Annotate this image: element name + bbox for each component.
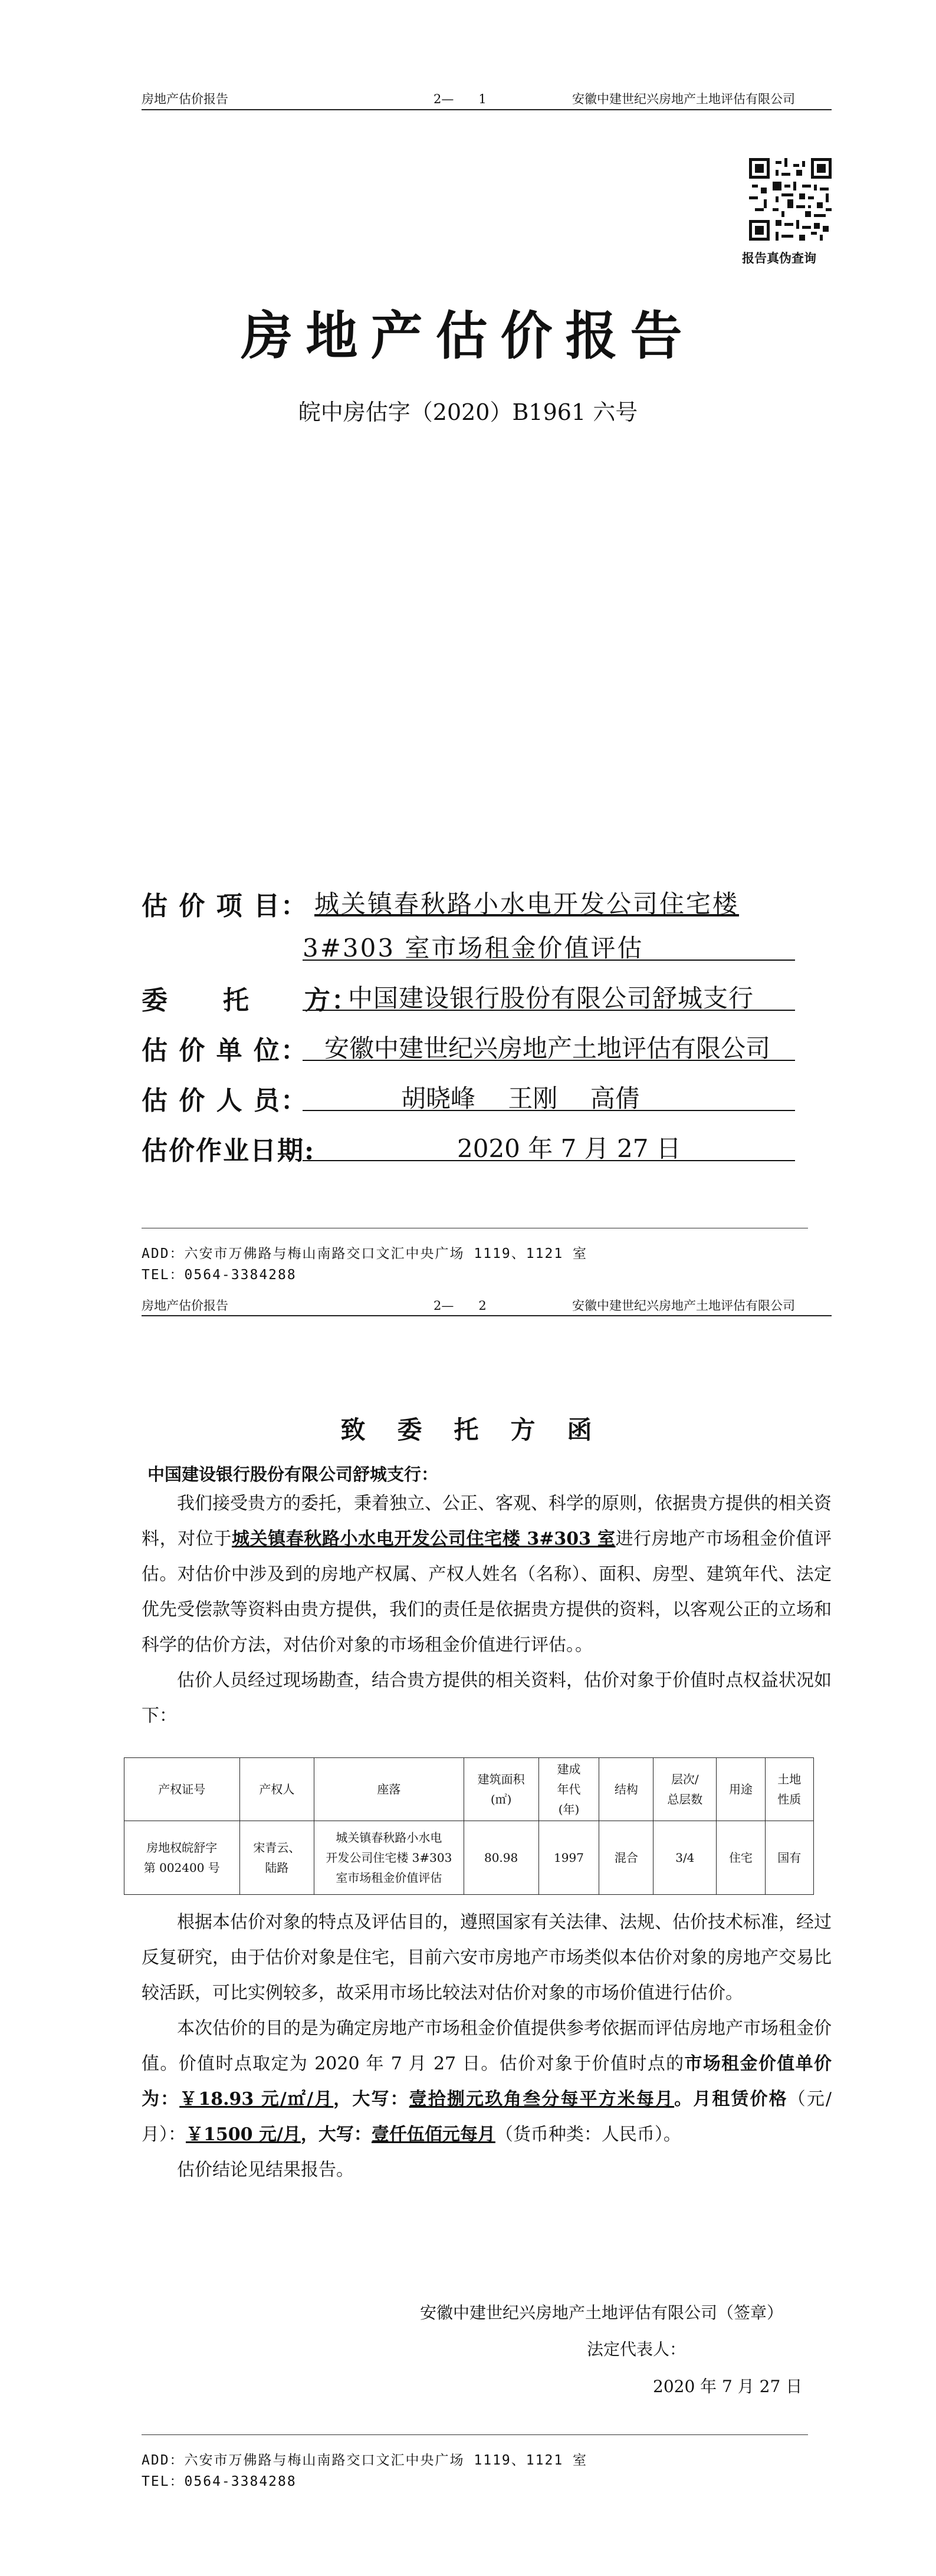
cell-owner: 宋青云、 陆路 <box>239 1821 314 1895</box>
cell-area: 80.98 <box>464 1821 538 1895</box>
table-header-row <box>124 1758 814 1821</box>
header-left: 房地产估价报告 <box>142 1299 228 1313</box>
th-use: 用途 <box>717 1758 765 1821</box>
footer-address: ADD：六安市万佛路与梅山南路交口文汇中央广场 1119、1121 室 <box>142 2453 588 2468</box>
header-rule <box>142 1315 832 1316</box>
th-land-nature: 土地 性质 <box>765 1758 813 1821</box>
client-label: 委 托 方： <box>142 985 359 1016</box>
project-label: 估 价 项 目： <box>142 891 308 921</box>
p4-monthly-rent-words: 壹仟伍佰元每月 <box>371 2124 495 2145</box>
project-underline <box>303 960 795 961</box>
p1-property-address: 城关镇春秋路小水电开发公司住宅楼 3#303 室 <box>231 1529 616 1549</box>
project-value-line1: 城关镇春秋路小水电开发公司住宅楼 <box>314 889 740 918</box>
letter-title: 致 委 托 方 函 <box>340 1415 596 1444</box>
appraiser-unit-underline <box>303 1060 795 1061</box>
p4-rent-label: 市场租金价值单价为： <box>142 2053 832 2110</box>
p2-text: 估价人员经过现场勘查，结合贵方提供的相关资料，估价对象于价值时点权益状况如下： <box>142 1670 832 1726</box>
th-structure: 结构 <box>599 1758 653 1821</box>
footer-rule <box>142 2434 808 2435</box>
th-year: 建成 年代 (年) <box>538 1758 599 1821</box>
th-floor: 层次/ 总层数 <box>653 1758 717 1821</box>
p4-currency: （货币种类：人民币）。 <box>495 2124 681 2145</box>
th-cert-no: 产权证号 <box>124 1758 240 1821</box>
appraisers-underline <box>303 1110 795 1111</box>
letter-body-1 <box>142 1486 832 1734</box>
project-value-line2: 3#303 室市场租金价值评估 <box>303 934 644 962</box>
cell-structure: 混合 <box>599 1821 653 1895</box>
p3-text: 根据本估价对象的特点及评估目的，遵照国家有关法律、法规、估价技术标准，经过反复研究，由于估价对象是住宅，目前六安市房地产市场类似本估价对象的房地产交易比较活跃，可比实例较多，故采用市场比较法对估价对象的市场价值进行估价。 <box>142 1912 832 2003</box>
header-left: 房地产估价报告 <box>142 92 228 106</box>
qr-caption: 报告真伪查询 <box>742 251 816 265</box>
report-number: 皖中房估字（2020）B1961 六号 <box>298 399 638 425</box>
header-rule <box>142 109 832 110</box>
p1-text-a: 我们接受贵方的委托，秉着独立、公正、客观、科学的原则，依据贵方提供的相关资料，对位于 <box>142 1493 832 1549</box>
cell-use: 住宅 <box>717 1821 765 1895</box>
p4-text-a: 本次估价的目的是为确定房地产市场租金价值提供参考依据而评估房地产市场租金价值。价值时点取定为 2020 年 7 月 27 日。估价对象于价值时点的 <box>142 2018 832 2074</box>
th-area: 建筑面积 (㎡) <box>464 1758 538 1821</box>
client-value: 中国建设银行股份有限公司舒城支行 <box>348 984 754 1013</box>
p4-unit-rent-words: 壹拾捌元玖角叁分每平方米每月 <box>409 2089 675 2110</box>
p5-text: 估价结论见结果报告。 <box>177 2160 354 2180</box>
p4-daxie-1: ，大写： <box>333 2089 409 2110</box>
th-location: 座落 <box>314 1758 464 1821</box>
p4-daxie-2: ，大写： <box>300 2124 372 2145</box>
letter-body-2 <box>142 1905 832 2188</box>
p4-monthly-unit: （元/月）： <box>142 2089 832 2145</box>
header-page-number: 2— 2 <box>433 1299 487 1313</box>
addressee: 中国建设银行股份有限公司舒城支行： <box>147 1464 439 1484</box>
signature-company: 安徽中建世纪兴房地产土地评估有限公司（签章） <box>420 2303 784 2322</box>
cell-land-nature: 国有 <box>765 1821 813 1895</box>
work-date-underline <box>303 1160 795 1161</box>
cell-floor: 3/4 <box>653 1821 717 1895</box>
table-row <box>124 1821 814 1895</box>
property-table <box>124 1757 814 1895</box>
footer-address: ADD：六安市万佛路与梅山南路交口文汇中央广场 1119、1121 室 <box>142 1246 588 1261</box>
appraiser-unit-value: 安徽中建世纪兴房地产土地评估有限公司 <box>324 1034 771 1063</box>
work-date-value: 2020 年 7 月 27 日 <box>457 1134 681 1163</box>
footer-tel: TEL：0564-3384288 <box>142 2474 297 2489</box>
client-underline <box>303 1010 795 1011</box>
p4-unit-rent: ￥18.93 元/㎡/月 <box>179 2089 334 2110</box>
signature-representative: 法定代表人： <box>587 2340 687 2359</box>
th-owner: 产权人 <box>239 1758 314 1821</box>
p1-text-c: 进行房地产市场租金价值评估。对估价中涉及到的房地产权属、产权人姓名（名称）、面积、房型、建筑年代、法定优先受偿款等资料由贵方提供，我们的责任是依据贵方提供的资料，以客观公正的立场和科学的估价方法，对估价对象的市场租金价值进行评估。。 <box>142 1529 832 1655</box>
header-page-number: 2— 1 <box>433 92 487 106</box>
appraisers-label: 估 价 人 员： <box>142 1086 308 1116</box>
p4-monthly-rent: ￥1500 元/月 <box>186 2124 301 2145</box>
signature-date: 2020 年 7 月 27 日 <box>653 2377 803 2396</box>
header-right: 安徽中建世纪兴房地产土地评估有限公司 <box>572 1299 795 1313</box>
appraisers-value: 胡晓峰 王刚 高倩 <box>401 1084 640 1113</box>
cell-location: 城关镇春秋路小水电 开发公司住宅楼 3#303 室市场租金价值评估 <box>314 1821 464 1895</box>
header-right: 安徽中建世纪兴房地产土地评估有限公司 <box>572 92 795 106</box>
p4-monthly-label: 。月租赁价格 <box>674 2089 788 2110</box>
qr-code-icon <box>749 158 832 241</box>
appraiser-unit-label: 估 价 单 位： <box>142 1036 308 1066</box>
work-date-label: 估价作业日期: <box>142 1136 316 1166</box>
cell-year: 1997 <box>538 1821 599 1895</box>
footer-tel: TEL：0564-3384288 <box>142 1267 297 1283</box>
report-title: 房地产估价报告 <box>241 305 695 366</box>
cell-cert-no: 房地权皖舒字 第 002400 号 <box>124 1821 240 1895</box>
